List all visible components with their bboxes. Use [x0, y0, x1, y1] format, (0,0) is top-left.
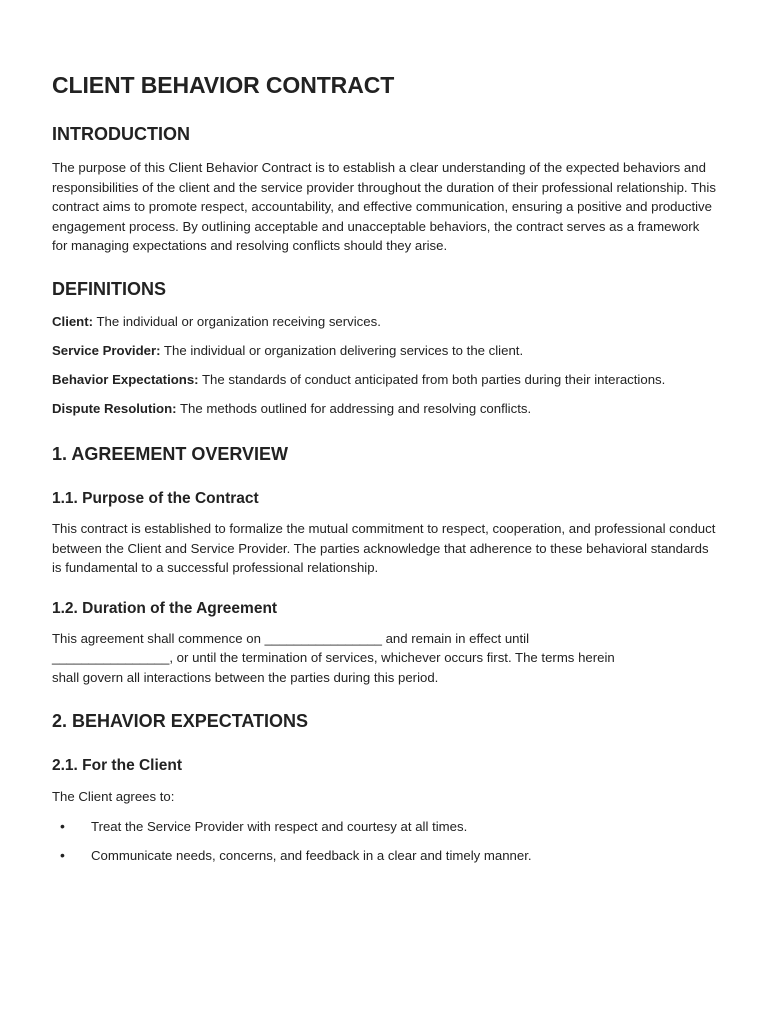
definition-service-provider	[52, 341, 718, 361]
client-obligations-list	[52, 817, 718, 866]
definition-text: The individual or organization receiving services.	[93, 313, 381, 329]
definition-behavior-expectations	[52, 370, 718, 390]
section-1-2-heading: 1.2. Duration of the Agreement	[52, 599, 278, 617]
section-2-1-intro: The Client agrees to:	[52, 789, 175, 804]
introduction-text: The purpose of this Client Behavior Contract is to establish a clear understanding of the expected behaviors and responsibilities of the client and the service provider throughout the duration of their professional relationship. This contract aims to promote respect, accountability, and effective communication, ensuring a positive and productive engagement process. By outlining acceptable and unacceptable behaviors, the contract serves as a framework for managing expectations and resolving conflicts should they arise.	[52, 160, 716, 253]
definitions-list	[52, 312, 718, 419]
section-2-1-heading: 2.1. For the Client	[52, 757, 183, 774]
list-item-text: Communicate needs, concerns, and feedback in a clear and timely manner.	[91, 848, 532, 863]
section-1-2-line: shall govern all interactions between the parties during this period.	[52, 669, 439, 685]
definition-term: Behavior Expectations:	[52, 371, 199, 387]
definition-text: The standards of conduct anticipated from both parties during their interactions.	[198, 371, 666, 387]
section-1-2-line: ________________, or until the termination of services, whichever occurs first. The terms herein	[52, 650, 615, 665]
definition-term: Client:	[52, 313, 94, 329]
section-1-2-text	[52, 629, 718, 688]
introduction-heading: INTRODUCTION	[52, 124, 190, 144]
section-1-1-text: This contract is established to formalize the mutual commitment to respect, cooperation, and professional conduct between the Client and Service Provider. The parties acknowledge that adherence to these behavioral standards is fundamental to a successful professional relationship.	[52, 521, 716, 575]
document-title: CLIENT BEHAVIOR CONTRACT	[52, 72, 395, 98]
definitions-heading: DEFINITIONS	[52, 278, 167, 299]
section-1-2-line: This agreement shall commence on ________________ and remain in effect until	[52, 630, 530, 646]
list-item	[52, 846, 718, 866]
list-item-text: Treat the Service Provider with respect and courtesy at all times.	[91, 818, 468, 834]
list-item	[52, 817, 718, 837]
definition-client	[52, 312, 718, 332]
bullet-icon: •	[60, 847, 65, 863]
definition-dispute-resolution	[52, 399, 718, 419]
definition-text: The individual or organization delivering services to the client.	[160, 342, 524, 358]
section-1-heading: 1. AGREEMENT OVERVIEW	[52, 444, 289, 464]
definition-term: Service Provider:	[52, 342, 161, 358]
section-2-heading: 2. BEHAVIOR EXPECTATIONS	[52, 711, 309, 731]
definition-term: Dispute Resolution:	[52, 400, 177, 416]
section-1-1-heading: 1.1. Purpose of the Contract	[52, 490, 259, 507]
definition-text: The methods outlined for addressing and resolving conflicts.	[176, 400, 532, 416]
bullet-icon: •	[60, 817, 65, 834]
